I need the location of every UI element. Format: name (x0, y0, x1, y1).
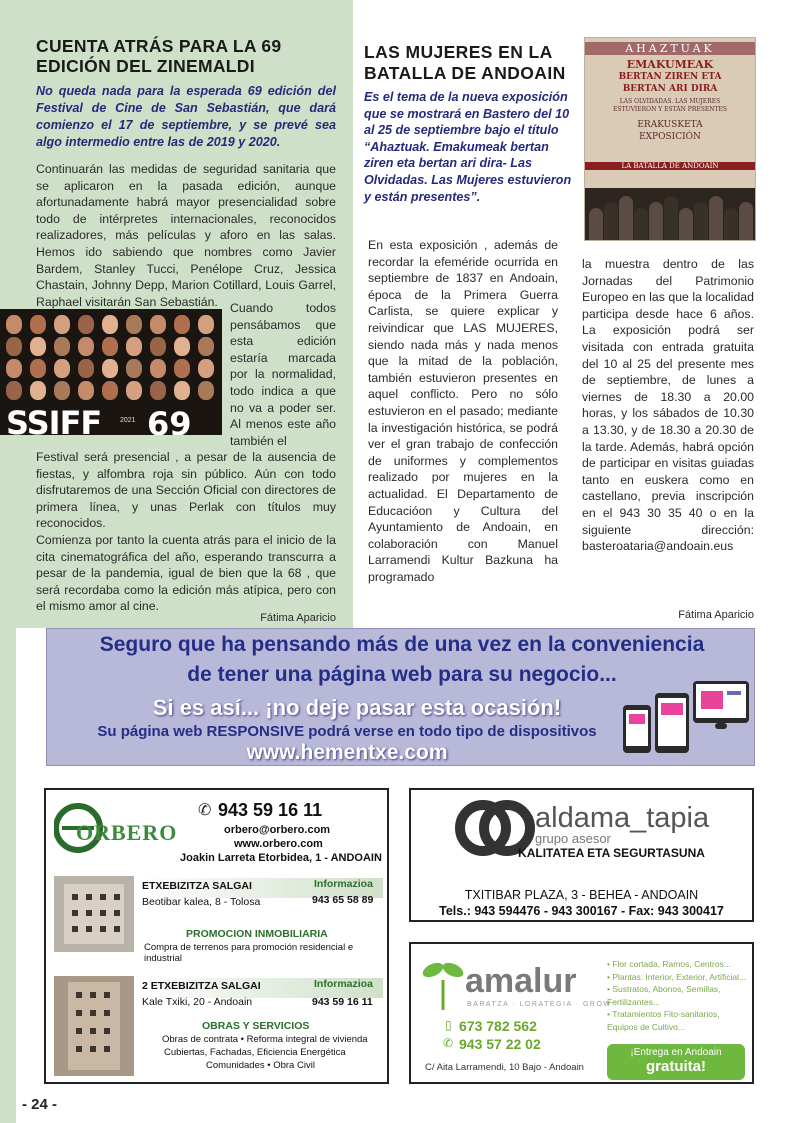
exhibition-poster (584, 37, 756, 241)
poster-line: AHAZTUAK (585, 42, 755, 55)
actor-face (102, 337, 118, 356)
aldama-subtitle: grupo asesor (535, 831, 611, 846)
poster-line: ESTUVIERON Y ESTÁN PRESENTES (613, 106, 727, 113)
orbero-phone: 943 59 16 11 (218, 800, 323, 820)
banner-url: www.hementxe.com (246, 741, 448, 764)
article1-paragraph: Comienza por tanto la cuenta atrás para el inicio de la cita cinematográfica del año, esperando transcurra a pesar de la pandemia, igual de bien que la 68 , que será recordaba como la edición más atípica, pero con el mismo amor al cine. (36, 533, 336, 614)
listing-title: 2 ETXEBIZITZA SALGAI (142, 980, 261, 992)
delivery-line: ¡Entrega en Andoain (630, 1047, 722, 1058)
banner-line: Si es así... ¡no deje pasar esta ocasión! (152, 695, 562, 720)
banner-line: de tener una página web para su negocio... (187, 663, 617, 686)
article1-paragraph: Cuando todos pensábamos que esta edición estaría marcada por la normalidad, todo indica a que no va a poder ser. Al menos este año también el (230, 301, 336, 448)
listing-phone: 943 65 58 89 (312, 894, 374, 906)
article1-paragraph: Festival será presencial , a pesar de la ausencia de fiestas, y alfombra roja sin público. Aún con todo disfrutaremos de una Sección Oficial con directores de primera línea, y unas Perlak con títulos muy reconocidos. (36, 450, 336, 531)
building-photo (54, 976, 134, 1076)
actor-face (54, 315, 70, 334)
crowd-figure (619, 196, 633, 241)
amalur-brand: amalur (465, 962, 577, 1000)
poster-line: BERTAN ARI DIRA (622, 84, 718, 94)
actor-face (6, 381, 22, 400)
orbero-address: Joakin Larreta Etorbidea, 1 - ANDOAIN (180, 852, 382, 864)
crowd-figure (664, 196, 678, 241)
crowd-figure (589, 208, 603, 241)
phone-icon: ✆ (443, 1036, 454, 1050)
phone-device-icon (623, 705, 651, 753)
list-item: • Plantas: Interior, Exterior, Artificial... (607, 971, 747, 982)
actor-face (150, 359, 166, 378)
actor-face (54, 359, 70, 378)
actor-face (174, 337, 190, 356)
crowd-figure (604, 202, 618, 241)
crowd-figure (694, 202, 708, 241)
poster-crowd-image (585, 188, 755, 241)
festival-logo-year-small: 2021 (120, 417, 136, 424)
actor-face (6, 315, 22, 334)
phone-icon: ✆ (198, 802, 212, 819)
actor-face (174, 315, 190, 334)
amalur-services-list (607, 958, 751, 1033)
promo-text: Compra de terrenos para promoción residencial e industrial (144, 942, 354, 964)
promo-title: PROMOCION INMOBILIARIA (186, 928, 328, 940)
poster-line: BERTAN ZIREN ETA (618, 72, 722, 82)
actor-face (150, 315, 166, 334)
actor-face (30, 315, 46, 334)
crowd-figure (649, 202, 663, 241)
aldama-tapia-advertisement (409, 788, 754, 922)
actor-face (126, 359, 142, 378)
actor-face (30, 381, 46, 400)
poster-line: LA BATALLA DE ANDOAIN (585, 162, 755, 170)
works-line: Comunidades • Obra Civil (206, 1060, 315, 1071)
list-item: • Sustratos, Abonos, Semillas, Fertilizantes... (607, 984, 721, 1007)
listing-phone: 943 59 16 11 (312, 996, 373, 1008)
aldama-phones: Tels.: 943 594476 - 943 300167 - Fax: 943 300417 (439, 904, 724, 918)
actor-face (78, 337, 94, 356)
listing-address: Kale Txiki, 20 - Andoain (142, 996, 253, 1008)
works-line: Cubiertas, Fachadas, Eficiencia Energética (164, 1047, 346, 1058)
article2-lead: Es el tema de la nueva exposición que se mostrará en Bastero del 10 al 25 de septiembre bajo el título “Ahaztuak. Emakumeak bertan ziren eta bertan ari dira- Las Olvidadas. Las Mujeres estuvieron y están presentes”. (364, 90, 572, 204)
actor-face (126, 381, 142, 400)
orbero-web: www.orbero.com (234, 838, 323, 850)
works-title: OBRAS Y SERVICIOS (202, 1020, 310, 1032)
actor-face (102, 359, 118, 378)
crowd-figure (679, 208, 693, 241)
article2-column: la muestra dentro de las Jornadas del Patrimonio Europeo en las que la localidad participa desde hace 6 años. La exposición podrá ser visitada con entrada gratuita del 10 al 25 del presente mes de septiembre, de lunes a viernes de 18.30 a 20.00 horas, y los sábados de 10.30 a 13.30, y de 18.30 a 20.30 de la tarde. Además, habrá opción de participar en visitas guiadas tanto en euskera como en castellano, previa inscripción en el 943 30 35 40 o en la siguiente dirección: basteroataria@andoain.eus (582, 257, 754, 554)
actor-face (198, 337, 214, 356)
orbero-email: orbero@orbero.com (224, 824, 331, 836)
left-margin-strip (0, 628, 16, 1123)
crowd-figure (724, 208, 738, 241)
poster-line: ERAKUSKETA (637, 120, 703, 130)
actor-face (30, 359, 46, 378)
amalur-address: C/ Aita Larramendi, 10 Bajo - Andoain (425, 1062, 584, 1073)
actor-face (126, 337, 142, 356)
article1-title: CUENTA ATRÁS PARA LA 69 EDICIÓN DEL ZINEMALDI (36, 36, 282, 76)
orbero-advertisement (44, 788, 389, 1084)
article2-title: LAS MUJERES EN LA BATALLA DE ANDOAIN (364, 42, 566, 83)
info-label: Informazioa (314, 878, 373, 890)
actor-face (78, 359, 94, 378)
orbero-brand: ORBERO (76, 820, 178, 845)
page-number: - 24 - (18, 1094, 61, 1115)
crowd-figure (634, 208, 648, 241)
actor-face (150, 337, 166, 356)
amalur-phone-landline: 943 57 22 02 (459, 1036, 541, 1052)
aldama-brand: aldama_tapia (535, 802, 710, 834)
festival-edition-number: 69 (147, 405, 192, 435)
amalur-advertisement (409, 942, 754, 1084)
actor-face (174, 359, 190, 378)
aldama-address: TXITIBAR PLAZA, 3 - BEHEA - ANDOAIN (464, 888, 699, 902)
banner-line: Su página web RESPONSIVE podrá verse en todo tipo de dispositivos (97, 723, 597, 740)
actor-face (126, 315, 142, 334)
actor-face (54, 381, 70, 400)
actor-face (198, 381, 214, 400)
actor-face (78, 315, 94, 334)
banner-line: Seguro que ha pensando más de una vez en la conveniencia (99, 633, 705, 656)
monitor-device-icon (693, 681, 749, 723)
web-design-banner (46, 628, 755, 766)
list-item: • Tratamientos Fito-sanitarios, Equipos de Cultivo... (607, 1009, 720, 1032)
poster-line: EXPOSICIÓN (639, 132, 701, 142)
actor-face (6, 359, 22, 378)
aldama-tagline: KALITATEA ETA SEGURTASUNA (518, 846, 705, 860)
listing-title: ETXEBIZITZA SALGAI (142, 880, 252, 892)
article2-column: En esta exposición , además de recordar la efeméride ocurrida en septiembre de 1837 en Andoain, época de la Primera Guerra Carlista, se quiere explicar y reivindicar que LAS MUJERES, siendo nada más y nada menos que la mitad de la población, también estuvieron presentes en aquel conflicto. Pero no sólo estuvieron en el pasado; mediante la investigación histórica, se podrá ver el gran trabajo de confección de uniformes y complementos realizado por mujeres en la actualidad. El Departamento de Educacióon y Cultura del Ayuntamiento de Andoain, en colaboración con Manuel Larramendi Kultur Bazkuna ha programado (368, 238, 558, 584)
listing-address: Beotibar kalea, 8 - Tolosa (142, 896, 261, 908)
actor-face (54, 337, 70, 356)
crowd-figure (739, 202, 753, 241)
building-photo (54, 876, 134, 952)
actor-face (6, 337, 22, 356)
works-line: Obras de contrata • Reforma integral de vivienda (162, 1034, 368, 1045)
delivery-line: gratuita! (646, 1058, 706, 1075)
actor-face (174, 381, 190, 400)
list-item: • Flor cortada, Ramos, Centros... (607, 959, 731, 969)
article1-paragraph: Continuarán las medidas de seguridad sanitaria que se aplicaron en la pasada edición, aunque afortunadamente habrá mayor presencialidad sobre todo de intérpretes internacionales, reconocidos realizadores, más películas y aforo en las salas. Hemos ido sabiendo que nombres como Javier Bardem, Stanley Tucci, Penélope Cruz, Jessica Chastain, Johnny Depp, Marion Cotillard, Louis Garrel, Raphael visitarán San Sebastián. (36, 162, 336, 309)
festival-photo (0, 309, 222, 435)
actor-face (102, 381, 118, 400)
crowd-figure (709, 196, 723, 241)
actor-face (198, 359, 214, 378)
actor-face (198, 315, 214, 334)
actor-face (30, 337, 46, 356)
delivery-badge (607, 1044, 745, 1080)
article2-author: Fátima Aparicio (678, 609, 754, 621)
monitor-stand (715, 723, 727, 729)
amalur-subtitle: BARATZA · LORATEGIA · GROW (467, 1001, 612, 1008)
amalur-phone-mobile: 673 782 562 (459, 1018, 537, 1034)
actor-face (150, 381, 166, 400)
tablet-device-icon (655, 693, 689, 753)
article1-author: Fátima Aparicio (260, 612, 336, 624)
festival-logo: SSIFF (6, 404, 102, 435)
actor-face (102, 315, 118, 334)
info-label: Informazioa (314, 978, 373, 990)
plant-logo-icon (421, 954, 465, 1010)
article1-lead: No queda nada para la esperada 69 edición del Festival de Cine de San Sebastián, que dará comienzo el 17 de septiembre, y se prevé sea algo intermedio entre las de 2019 y 2020. (36, 84, 336, 149)
actor-face (78, 381, 94, 400)
poster-line: EMAKUMEAK (626, 58, 714, 71)
poster-line: LAS OLVIDADAS. LAS MUJERES (619, 98, 721, 105)
mobile-icon: ▯ (445, 1018, 452, 1032)
